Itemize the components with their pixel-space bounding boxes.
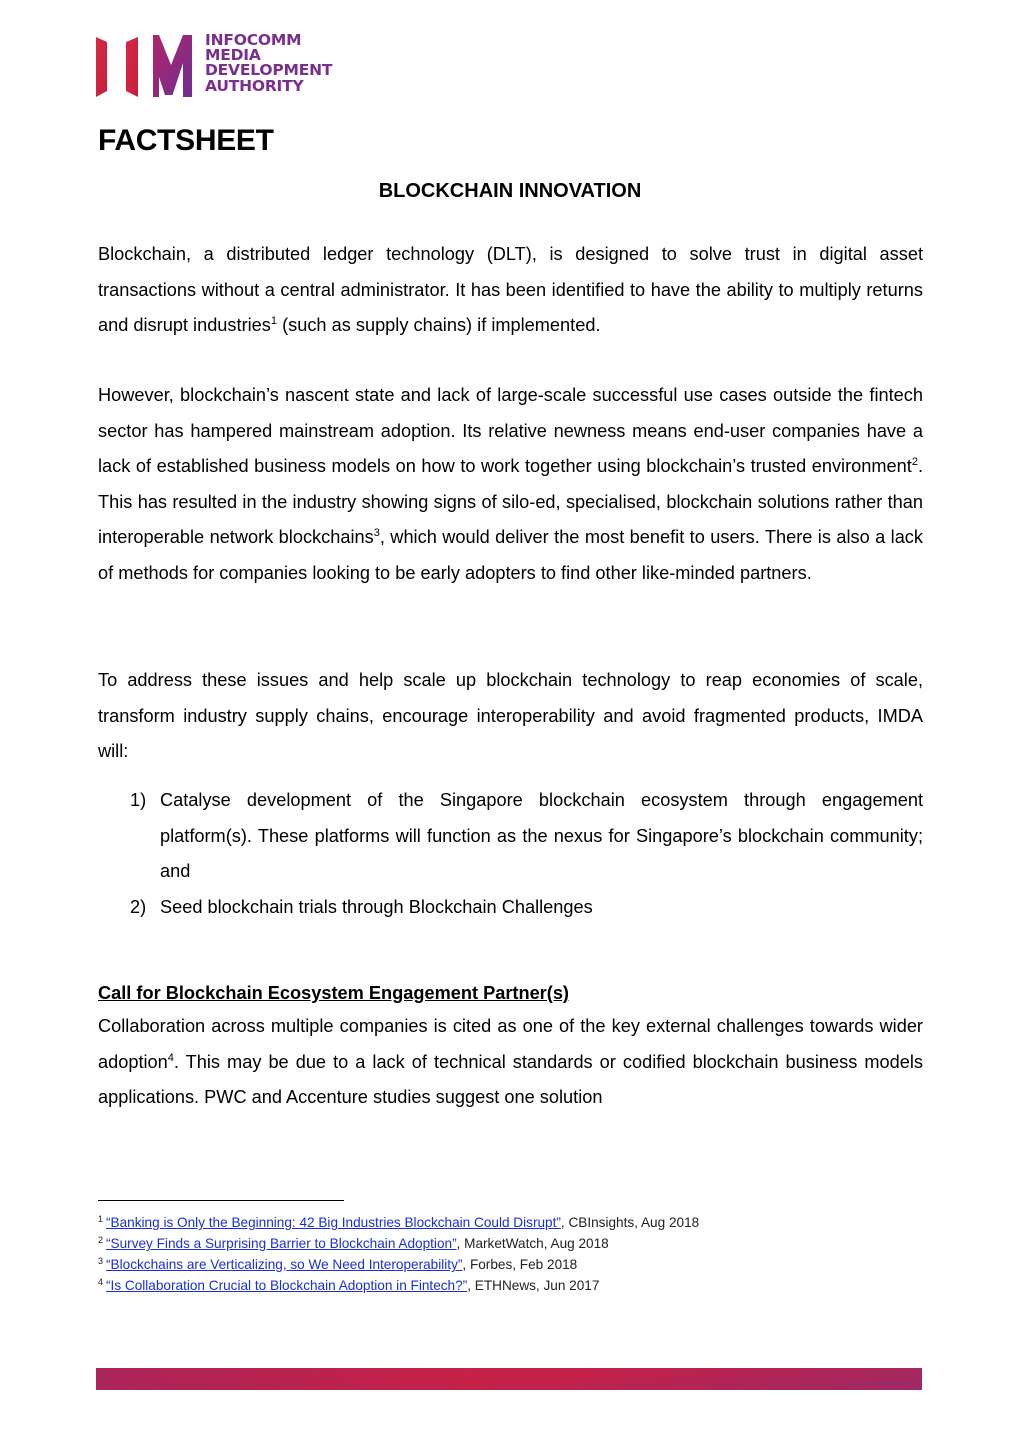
footnote-source: , Forbes, Feb 2018 [462,1257,578,1272]
footnote [98,1233,699,1254]
footnote-link[interactable]: “Is Collaboration Crucial to Blockchain Adoption in Fintech?” [106,1278,468,1293]
logo-bar-middle [126,37,138,97]
action-list [98,783,923,925]
document-title: FACTSHEET [98,124,274,157]
footnote-link[interactable]: “Banking is Only the Beginning: 42 Big Industries Blockchain Could Disrupt” [106,1215,561,1230]
paragraph-text: , which would deliver the most benefit to users. There is also a lack of methods for companies looking to be early adopters to find other like-minded partners. [98,527,923,583]
list-item-text: Seed blockchain trials through Blockchain Challenges [160,896,593,917]
paragraph-text: Blockchain, a distributed ledger technology (DLT), is designed to solve trust in digital asset transactions without a central administrator. It has been identified to have the ability to multiply returns and disrupt industries [98,244,923,336]
footer-brand-bar [96,1368,922,1390]
paragraph-text: Collaboration across multiple companies is cited as one of the key external challenges towards wider adoption [98,1016,923,1072]
logo-bar-left [96,37,107,97]
list-number: 1) [130,790,147,810]
footnote-link[interactable]: “Survey Finds a Surprising Barrier to Blockchain Adoption” [106,1236,457,1251]
footnote [98,1275,699,1296]
logo-line: INFOCOMM [205,31,302,49]
list-item [98,890,923,926]
list-number: 2) [130,896,147,917]
paragraph-text: However, blockchain’s nascent state and lack of large-scale successful use cases outside the fintech sector has hampered mainstream adoption. Its relative newness means end-user companies have a lack of established business models on how to work together using blockchain’s trusted environment [98,385,923,477]
footnote-ref[interactable]: 4 [167,1051,174,1064]
paragraph-intro [98,237,923,344]
section-heading: Call for Blockchain Ecosystem Engagement Partner(s) [98,983,569,1003]
footnote-source: , ETHNews, Jun 2017 [467,1278,600,1293]
footnotes [98,1212,699,1296]
footnote-number: 2 [98,1235,104,1245]
list-item-text: Catalyse development of the Singapore blockchain ecosystem through engagement platform(s). These platforms will function as the nexus for Singapore’s blockchain community; and [160,790,923,882]
imda-logo [95,33,345,99]
footnote [98,1254,699,1275]
subtitle-text: BLOCKCHAIN INNOVATION [378,180,642,202]
paragraph-collaboration [98,1009,923,1116]
footnote-separator [98,1200,344,1201]
list-item [98,783,923,890]
footnote-ref[interactable]: 1 [270,315,278,328]
document-subtitle [0,180,1020,203]
footnote-source: , MarketWatch, Aug 2018 [456,1236,609,1251]
footnote-source: , CBInsights, Aug 2018 [560,1215,700,1230]
footnote-link[interactable]: “Blockchains are Verticalizing, so We Need Interoperability” [106,1257,463,1272]
logo-line: AUTHORITY [205,76,304,95]
logo-wordmark [205,33,332,94]
logo-line: MEDIA [205,46,261,65]
footnote-number: 1 [98,1214,104,1224]
footnote [98,1212,699,1233]
logo-line: DEVELOPMENT [205,61,333,80]
footnote-ref[interactable]: 2 [911,456,918,469]
paragraph-text: . This may be due to a lack of technical standards or codified blockchain business models applications. PWC and Accenture studies suggest one solution [98,1051,923,1108]
footnote-number: 4 [98,1277,104,1287]
paragraph-challenges [98,378,923,592]
paragraph-text: (such as supply chains) if implemented. [277,315,601,336]
footnote-number: 3 [98,1256,104,1266]
paragraph-imda-plan: To address these issues and help scale up blockchain technology to reap economies of scale, transform industry supply chains, encourage interoperability and avoid fragmented products, IMDA will: [98,670,923,762]
footnote-ref[interactable]: 3 [373,527,380,540]
paragraph-text: . This has resulted in the industry showing signs of silo-ed, specialised, blockchain solutions rather than interoperable network blockchains [98,456,923,548]
imda-logo-mark-icon [95,33,195,99]
